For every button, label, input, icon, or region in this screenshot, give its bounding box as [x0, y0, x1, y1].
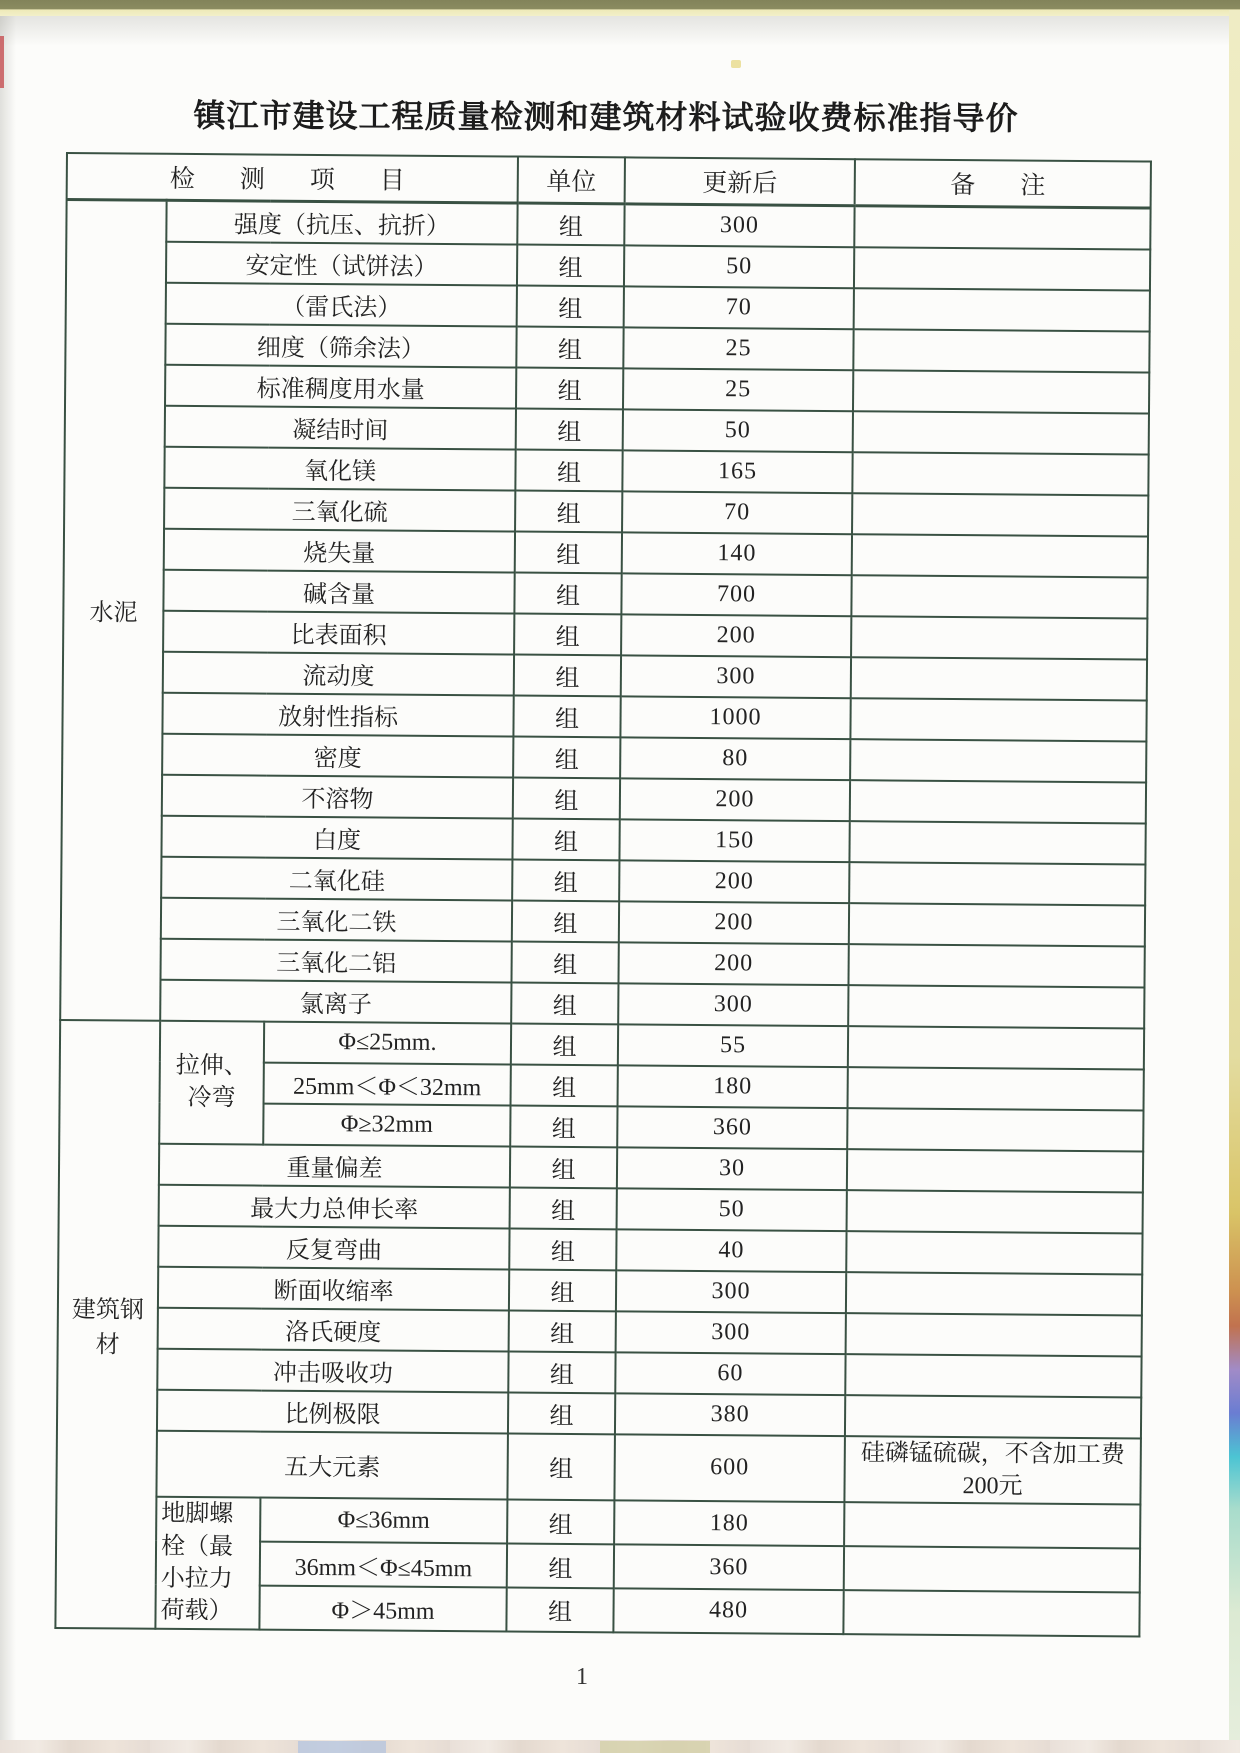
table-cell-price: 380: [615, 1393, 845, 1436]
table-cell-unit: 组: [517, 285, 624, 327]
table-cell-price: 80: [620, 737, 850, 780]
table-cell-item: 烧失量: [164, 528, 515, 572]
group-cell-tension-bend: 拉伸、冷弯: [159, 1020, 264, 1144]
table-cell-price: 60: [615, 1352, 845, 1395]
table-cell-item: 反复弯曲: [158, 1225, 509, 1269]
table-cell-price: 300: [621, 655, 851, 698]
table-cell-price: 200: [619, 901, 849, 944]
table-cell-unit: 组: [514, 654, 621, 696]
table-cell-item: Φ≥32mm: [263, 1103, 510, 1146]
table-cell-price: 50: [624, 245, 854, 288]
table-cell-remark: [848, 1067, 1144, 1110]
table-cell-item: 冲击吸收功: [157, 1348, 508, 1392]
table-cell-item: 比例极限: [157, 1389, 508, 1433]
table-cell-price: 165: [622, 450, 852, 493]
table-cell-price: 700: [621, 573, 851, 616]
table-cell-item: 凝结时间: [165, 405, 516, 449]
fee-schedule-table: [54, 152, 1152, 1637]
table-cell-price: 40: [616, 1229, 846, 1272]
table-cell-remark: [853, 370, 1149, 413]
table-cell-remark: [853, 411, 1149, 454]
table-row: [56, 1496, 1140, 1548]
table-cell-unit: 组: [509, 1228, 616, 1270]
scan-edge-bottom-olive-patch: [600, 1741, 710, 1753]
table-cell-item: 白度: [161, 815, 512, 859]
table-cell-price: 140: [622, 532, 852, 575]
table-cell-remark: [848, 1026, 1144, 1069]
table-row: [60, 1019, 1144, 1069]
table-cell-remark: [846, 1313, 1142, 1356]
table-cell-price: 1000: [620, 696, 850, 739]
table-cell-remark: [850, 698, 1146, 741]
table-cell-unit: 组: [510, 1187, 617, 1229]
table-cell-remark: 硅磷锰硫碳，不含加工费200元: [844, 1436, 1141, 1505]
table-cell-remark: [852, 452, 1148, 495]
scan-edge-left-shadow: [0, 16, 16, 1753]
table-cell-remark: [851, 616, 1147, 659]
scan-edge-bottom-blue-patch: [298, 1741, 386, 1753]
table-cell-remark: [846, 1272, 1142, 1315]
table-cell-remark: [849, 944, 1145, 987]
table-cell-price: 200: [620, 778, 850, 821]
table-cell-price: 50: [623, 409, 853, 452]
table-cell-item: 比表面积: [163, 610, 514, 654]
column-header-remark: 备 注: [855, 159, 1151, 208]
table-cell-item: 氯离子: [160, 979, 511, 1023]
table-cell-item: Φ＞45mm: [259, 1586, 506, 1632]
page-number: 1: [576, 1664, 588, 1690]
table-cell-item: 最大力总伸长率: [159, 1184, 510, 1228]
table-cell-remark: [852, 534, 1148, 577]
table-cell-remark: [844, 1502, 1140, 1548]
table-cell-remark: [848, 985, 1144, 1028]
table-cell-unit: 组: [507, 1544, 614, 1589]
table-cell-remark: [846, 1231, 1142, 1274]
table-cell-price: 600: [614, 1434, 845, 1503]
table-cell-remark: [849, 862, 1145, 905]
table-cell-item: 密度: [162, 733, 513, 777]
table-cell-remark: [845, 1354, 1141, 1397]
table-cell-unit: 组: [512, 941, 619, 983]
table-cell-price: 300: [618, 983, 848, 1026]
table-cell-unit: 组: [513, 736, 620, 778]
table-cell-price: 200: [619, 860, 849, 903]
table-cell-remark: [854, 247, 1150, 290]
table-cell-item: 重量偏差: [159, 1143, 510, 1187]
scan-edge-right-color-strip: [1229, 10, 1240, 1753]
table-cell-unit: 组: [516, 367, 623, 409]
table-cell-item: 流动度: [163, 651, 514, 695]
table-cell-unit: 组: [508, 1351, 615, 1393]
table-cell-item: Φ≤36mm: [260, 1498, 507, 1544]
group-cell-anchor-bolt: 地脚螺栓（最小拉力荷载）: [155, 1497, 260, 1629]
table-cell-unit: 组: [515, 449, 622, 491]
table-cell-unit: 组: [513, 777, 620, 819]
table-cell-item: 细度（筛余法）: [165, 323, 516, 367]
table-cell-unit: 组: [509, 1269, 616, 1311]
table-cell-remark: [854, 206, 1150, 249]
table-cell-remark: [847, 1108, 1143, 1151]
table-cell-item: 标准稠度用水量: [165, 364, 516, 408]
table-cell-price: 70: [624, 286, 854, 329]
table-cell-remark: [853, 329, 1149, 372]
table-cell-unit: 组: [514, 613, 621, 655]
table-cell-item: 碱含量: [163, 569, 514, 613]
table-cell-item: （雷氏法）: [166, 282, 517, 326]
table-cell-remark: [847, 1190, 1143, 1233]
table-cell-item: Φ≤25mm.: [264, 1021, 511, 1064]
table-cell-unit: 组: [507, 1500, 614, 1545]
table-cell-unit: 组: [506, 1587, 613, 1632]
table-cell-item: 二氧化硅: [161, 856, 512, 900]
table-cell-price: 70: [622, 491, 852, 534]
table-cell-unit: 组: [511, 1064, 618, 1106]
table-cell-price: 360: [617, 1106, 847, 1149]
table-cell-unit: 组: [517, 203, 624, 245]
table-cell-item: 不溶物: [162, 774, 513, 818]
table-cell-remark: [849, 821, 1145, 864]
table-cell-unit: 组: [512, 818, 619, 860]
table-cell-unit: 组: [516, 408, 623, 450]
table-cell-unit: 组: [511, 1023, 618, 1065]
table-cell-unit: 组: [514, 572, 621, 614]
table-cell-price: 25: [623, 368, 853, 411]
table-cell-item: 强度（抗压、抗折）: [166, 200, 517, 244]
column-header-item: 检 测 项 目: [67, 153, 518, 203]
table-cell-item: 断面收缩率: [158, 1266, 509, 1310]
table-cell-price: 180: [614, 1501, 844, 1547]
scan-edge-top-shadow: [0, 16, 1240, 46]
table-cell-price: 300: [616, 1311, 846, 1354]
table-cell-item: 三氧化二铝: [161, 938, 512, 982]
table-cell-unit: 组: [509, 1310, 616, 1352]
table-cell-price: 300: [624, 204, 854, 247]
table-cell-item: 五大元素: [156, 1430, 508, 1500]
table-row: [56, 1429, 1141, 1504]
scan-edge-red-mark: [0, 36, 4, 88]
table-cell-unit: 组: [510, 1105, 617, 1147]
table-cell-price: 480: [613, 1588, 843, 1634]
table-cell-unit: 组: [512, 859, 619, 901]
table-cell-unit: 组: [510, 1146, 617, 1188]
table-cell-price: 50: [617, 1188, 847, 1231]
table-cell-price: 150: [619, 819, 849, 862]
table-cell-remark: [850, 739, 1146, 782]
table-cell-price: 180: [618, 1065, 848, 1108]
table-cell-remark: [845, 1395, 1141, 1438]
table-cell-unit: 组: [515, 490, 622, 532]
table-cell-remark: [843, 1590, 1139, 1636]
table-cell-price: 200: [619, 942, 849, 985]
table-cell-remark: [849, 903, 1145, 946]
table-cell-unit: 组: [507, 1433, 615, 1501]
table-cell-item: 三氧化二铁: [161, 897, 512, 941]
table-cell-remark: [844, 1546, 1140, 1592]
table-cell-item: 安定性（试饼法）: [166, 241, 517, 285]
table-cell-remark: [852, 493, 1148, 536]
table-cell-unit: 组: [511, 982, 618, 1024]
table-cell-remark: [854, 288, 1150, 331]
scan-speck: [731, 60, 741, 68]
table-cell-item: 放射性指标: [162, 692, 513, 736]
category-cell-cement: 水泥: [60, 200, 166, 1021]
table-cell-remark: [850, 780, 1146, 823]
column-header-price: 更新后: [625, 157, 855, 205]
table-cell-remark: [847, 1149, 1143, 1192]
table-cell-unit: 组: [512, 900, 619, 942]
table-cell-price: 55: [618, 1024, 848, 1067]
table-cell-unit: 组: [508, 1392, 615, 1434]
scan-edge-top: [0, 0, 1240, 16]
table-cell-unit: 组: [513, 695, 620, 737]
table-cell-price: 300: [616, 1270, 846, 1313]
table-cell-price: 200: [621, 614, 851, 657]
table-cell-item: 25mm＜Φ＜32mm: [264, 1062, 511, 1105]
table-cell-price: 30: [617, 1147, 847, 1190]
table-cell-price: 360: [614, 1544, 844, 1590]
table-cell-remark: [851, 575, 1147, 618]
table-cell-item: 三氧化硫: [164, 487, 515, 531]
table-cell-unit: 组: [516, 326, 623, 368]
table-cell-item: 36mm＜Φ≤45mm: [260, 1542, 507, 1588]
table-cell-remark: [851, 657, 1147, 700]
table-cell-unit: 组: [515, 531, 622, 573]
table-cell-item: 洛氏硬度: [158, 1307, 509, 1351]
category-cell-steel: 建筑钢材: [55, 1019, 160, 1628]
header-row: [67, 153, 1151, 208]
table-cell-item: 氧化镁: [164, 446, 515, 490]
column-header-unit: 单位: [518, 157, 625, 204]
document-title: 镇江市建设工程质量检测和建筑材料试验收费标准指导价: [193, 97, 1019, 137]
table-cell-price: 25: [623, 327, 853, 370]
table-cell-unit: 组: [517, 244, 624, 286]
